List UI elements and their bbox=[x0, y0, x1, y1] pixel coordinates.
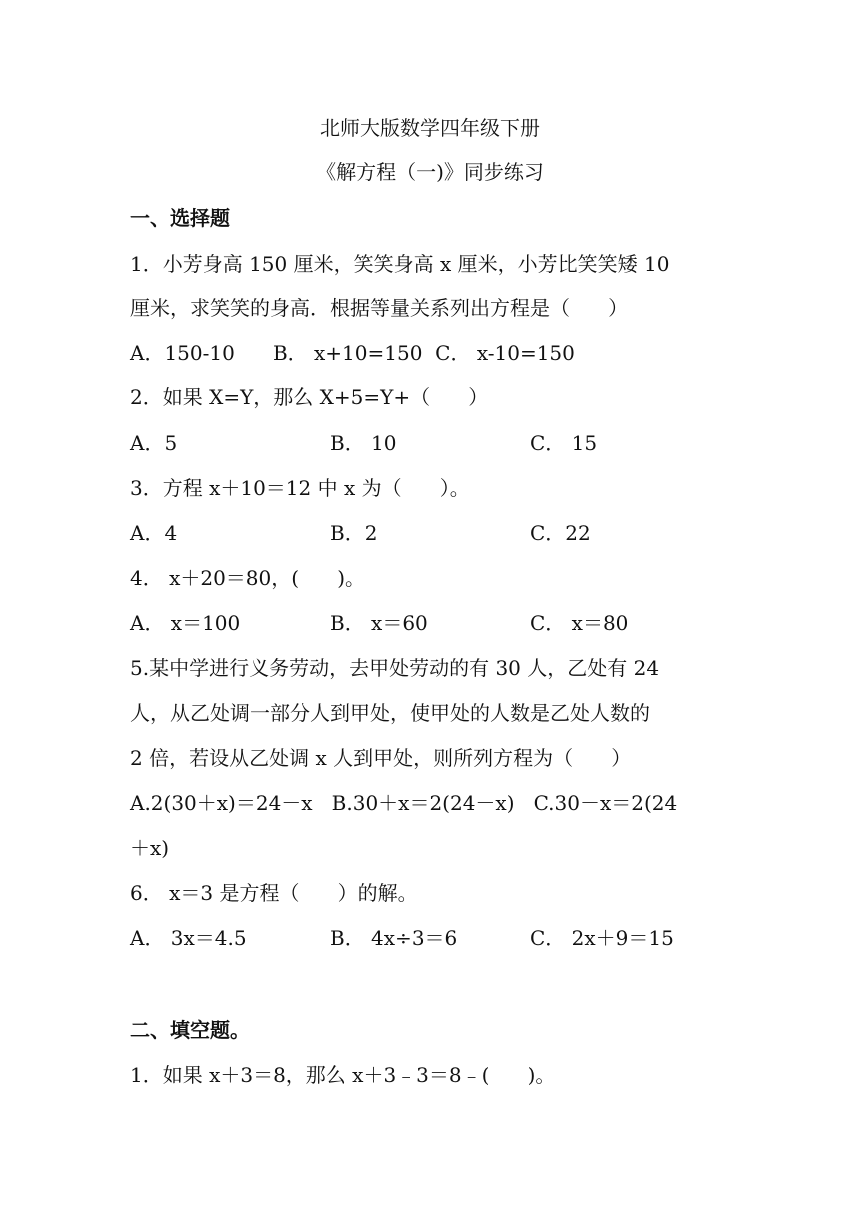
question-6-option-c: C． 2x＋9＝15 bbox=[530, 926, 674, 950]
question-4: 4． x＋20＝80，( )。 bbox=[130, 566, 366, 590]
question-2-option-a: A．5 bbox=[130, 431, 178, 455]
question-5-line-1: 5.某中学进行义务劳动，去甲处劳动的有 30 人，乙处有 24 bbox=[130, 656, 660, 680]
question-4-option-a: A． x＝100 bbox=[130, 611, 241, 635]
question-2: 2．如果 X=Y，那么 X+5=Y+（ ） bbox=[130, 385, 489, 409]
question-6-option-b: B． 4x÷3＝6 bbox=[330, 926, 458, 950]
question-3-option-c: C．22 bbox=[530, 521, 591, 545]
fill-question-1: 1．如果 x＋3＝8，那么 x＋3﹣3＝8﹣( )。 bbox=[130, 1063, 556, 1087]
question-5-line-2: 人，从乙处调一部分人到甲处，使甲处的人数是乙处人数的 bbox=[130, 701, 650, 725]
question-3: 3．方程 x＋10＝12 中 x 为（ ）。 bbox=[130, 476, 470, 500]
question-4-option-b: B． x＝60 bbox=[330, 611, 428, 635]
section-heading-choice: 一、选择题 bbox=[130, 206, 230, 230]
question-3-option-a: A．4 bbox=[130, 521, 178, 545]
document-title: 北师大版数学四年级下册 bbox=[320, 116, 540, 140]
question-2-option-c: C． 15 bbox=[530, 431, 598, 455]
question-5-options-line-2: ＋x) bbox=[130, 836, 170, 860]
question-5-line-3: 2 倍，若设从乙处调 x 人到甲处，则所列方程为（ ） bbox=[130, 746, 632, 770]
question-5-options-line-1: A.2(30＋x)＝24－x B.30＋x＝2(24－x) C.30－x＝2(24 bbox=[130, 791, 678, 815]
question-1-line-1: 1．小芳身高 150 厘米，笑笑身高 x 厘米，小芳比笑笑矮 10 bbox=[130, 252, 670, 276]
question-3-option-b: B．2 bbox=[330, 521, 378, 545]
question-1-line-2: 厘米，求笑笑的身高．根据等量关系列出方程是（ ） bbox=[130, 296, 629, 320]
question-4-option-c: C． x＝80 bbox=[530, 611, 629, 635]
question-6: 6． x＝3 是方程（ ）的解。 bbox=[130, 881, 418, 905]
question-1-options: A．150-10 B． x+10=150 C． x-10=150 bbox=[130, 341, 575, 365]
question-2-option-b: B． 10 bbox=[330, 431, 397, 455]
section-heading-fill-blank: 二、填空题。 bbox=[130, 1018, 250, 1042]
document-subtitle: 《解方程（一)》同步练习 bbox=[316, 160, 544, 184]
question-6-option-a: A． 3x＝4.5 bbox=[130, 926, 247, 950]
